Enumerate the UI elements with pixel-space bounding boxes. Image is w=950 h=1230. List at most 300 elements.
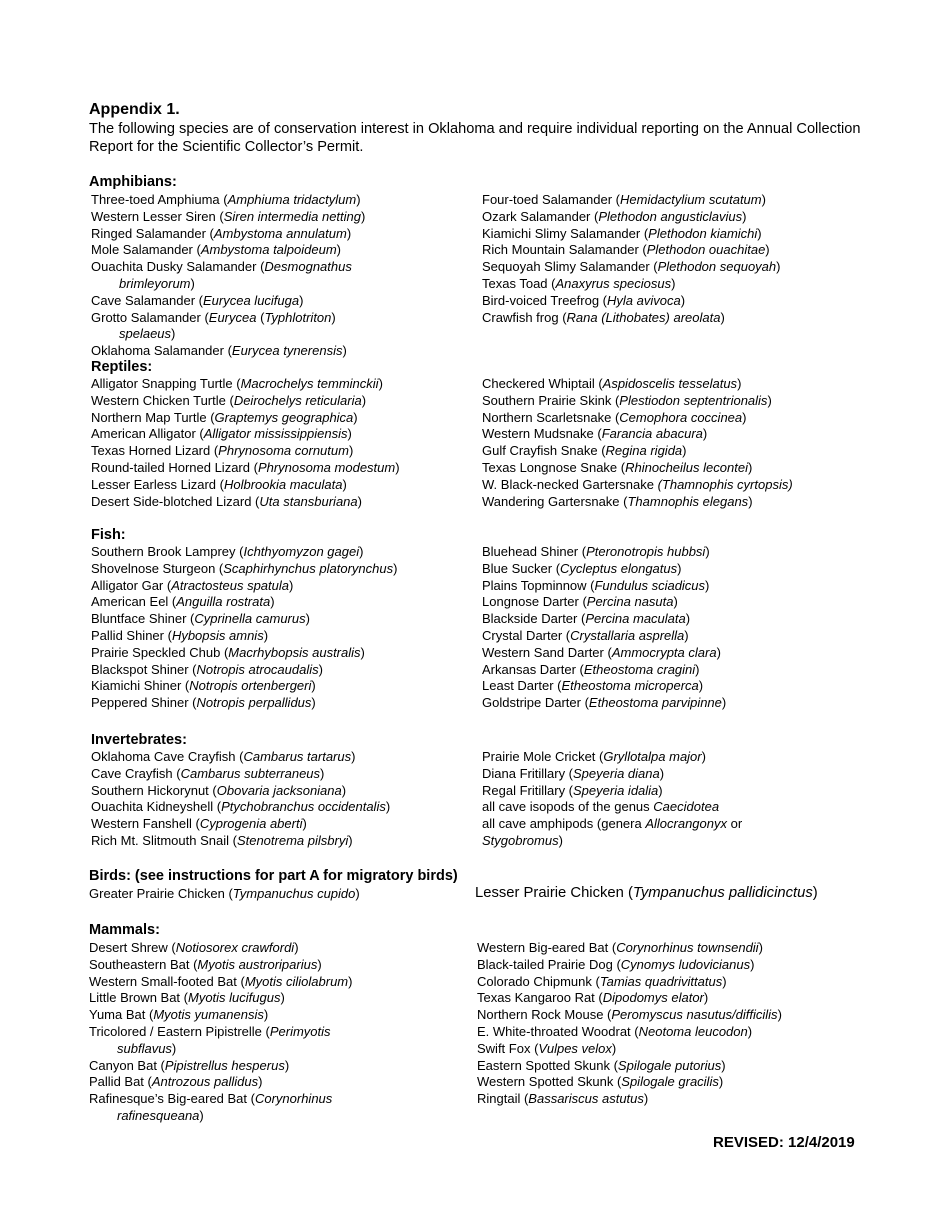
amphibians-right-list [482, 192, 842, 326]
appendix-title: Appendix 1. [89, 101, 180, 118]
common-name-text: ) [703, 990, 709, 1006]
common-name-text: ) [305, 611, 310, 627]
species-item [91, 816, 461, 833]
common-name-text: Colorado Chipmunk ( [477, 973, 600, 989]
common-name-text: ) [776, 259, 781, 275]
common-name-text: Black-tailed Prairie Dog ( [477, 956, 621, 972]
common-name-text: Texas Toad ( [482, 275, 556, 291]
scientific-name: Plethodon angusticlavius [598, 208, 743, 224]
common-name-text: E. White-throated Woodrat ( [477, 1023, 639, 1039]
common-name-text: Four-toed Salamander ( [482, 192, 621, 207]
species-item [477, 1091, 857, 1108]
common-name-text: ) [289, 577, 294, 593]
species-item [91, 833, 461, 850]
scientific-name: Hyla avivoca [607, 292, 681, 308]
scientific-name: Vulpes velox [538, 1040, 612, 1056]
species-item [91, 343, 391, 360]
common-name-text: ) [748, 493, 753, 509]
species-item [91, 678, 461, 695]
scientific-name: Regina rigida [605, 443, 683, 459]
species-item [482, 749, 852, 766]
common-name-text: ) [682, 443, 687, 459]
species-item [482, 695, 852, 712]
common-name-text: ) [359, 544, 364, 559]
scientific-name: (Thamnophis cyrtopsis) [657, 476, 793, 492]
common-name-text: Eastern Spotted Skunk ( [477, 1057, 618, 1073]
amphibians-left-list [91, 192, 391, 360]
species-item [482, 242, 842, 259]
common-name-text: ) [750, 956, 755, 972]
scientific-name: Plethodon sequoyah [657, 259, 777, 275]
scientific-name: Antrozous pallidus [151, 1074, 259, 1090]
species-item [482, 561, 852, 578]
common-name-text: Kiamichi Shiner ( [91, 678, 190, 694]
species-item [482, 376, 852, 393]
scientific-name: Notiosorex crawfordi [175, 940, 295, 955]
common-name-text: ) [342, 476, 347, 492]
scientific-name: Alligator mississippiensis [203, 426, 348, 442]
species-item [477, 1058, 857, 1075]
common-name-text: Plains Topminnow ( [482, 577, 595, 593]
common-name-text: ) [718, 1074, 724, 1090]
species-item [477, 1007, 857, 1024]
common-name-text: ) [355, 886, 360, 901]
species-item [482, 678, 852, 695]
fish-right-list [482, 544, 852, 712]
scientific-name: Eurycea [208, 309, 257, 325]
common-name-text: ( [256, 309, 265, 325]
common-name-text: Rich Mountain Salamander ( [482, 242, 647, 258]
common-name-text: Western Mudsnake ( [482, 426, 602, 442]
scientific-name: Spilogale gracilis [621, 1074, 719, 1090]
common-name-text: all cave amphipods (genera [482, 816, 646, 832]
common-name-text: ) [348, 832, 353, 848]
heading-invertebrates: Invertebrates: [91, 732, 187, 748]
scientific-name: Tympanuchus cupido [232, 886, 356, 901]
common-name-text: Longnose Darter ( [482, 594, 587, 610]
common-name-text: Bluntface Shiner ( [91, 611, 195, 627]
common-name-text: Western Lesser Siren ( [91, 208, 224, 224]
common-name-text: American Eel ( [91, 594, 177, 610]
common-name-text: ) [348, 443, 354, 459]
species-item [91, 209, 391, 226]
intro-paragraph: The following species are of conservation interest in Oklahoma and require individual reporting on the Annual Collection Report for the Scientific Collector’s Permit. [89, 121, 861, 155]
species-item [482, 662, 852, 679]
common-name-text: ) [747, 459, 753, 475]
common-name-text: Northern Scarletsnake ( [482, 409, 620, 425]
species-item [91, 310, 391, 344]
scientific-name: Eurycea tynerensis [231, 343, 343, 359]
scientific-name: Corynorhinus townsendii [616, 940, 759, 955]
common-name-text: ) [702, 426, 708, 442]
revised-date: REVISED: 12/4/2019 [713, 1134, 855, 1151]
scientific-name: Deirochelys reticularia [233, 392, 362, 408]
common-name-text: Texas Longnose Snake ( [482, 459, 626, 475]
species-item [482, 783, 852, 800]
scientific-name: Spilogale putorius [617, 1057, 722, 1073]
common-name-text: Oklahoma Cave Crayfish ( [91, 749, 244, 764]
scientific-name: Anguilla rostrata [176, 594, 271, 610]
common-name-text: ) [659, 765, 665, 781]
scientific-name: Plethodon kiamichi [648, 225, 758, 241]
scientific-name: Cynomys ludovicianus [620, 956, 751, 972]
common-name-text: ) [685, 611, 691, 627]
scientific-name: Gryllotalpa major [603, 749, 702, 764]
heading-mammals: Mammals: [89, 922, 160, 938]
species-item [89, 990, 354, 1007]
common-name-text: ) [765, 242, 770, 258]
scientific-name: Dipodomys elator [602, 990, 704, 1006]
common-name-text: ) [680, 292, 686, 308]
common-name-text: ) [199, 1107, 204, 1123]
species-item [91, 226, 391, 243]
species-item [91, 611, 461, 628]
common-name-text: Checkered Whiptail ( [482, 376, 603, 391]
scientific-name: Macrochelys temminckii [240, 376, 379, 391]
common-name-text: Yuma Bat ( [89, 1007, 154, 1023]
common-name-text: ) [722, 973, 727, 989]
species-item [91, 628, 461, 645]
species-item [477, 940, 857, 957]
species-item [91, 426, 461, 443]
common-name-text: Desert Shrew ( [89, 940, 176, 955]
species-item [482, 477, 852, 494]
common-name-text: Crystal Darter ( [482, 627, 571, 643]
common-name-text: Greater Prairie Chicken ( [89, 886, 233, 901]
common-name-text: Pallid Bat ( [89, 1074, 152, 1090]
common-name-text: Southeastern Bat ( [89, 956, 198, 972]
common-name-text: Crawfish frog ( [482, 309, 567, 325]
common-name-text: ) [747, 1023, 753, 1039]
common-name-text: ) [280, 990, 285, 1006]
common-name-text: ) [351, 749, 356, 764]
common-name-text: ) [270, 594, 275, 610]
scientific-name: Allocrangonyx [645, 816, 727, 832]
species-item [91, 662, 461, 679]
scientific-name: Stygobromus [482, 832, 559, 848]
common-name-text: ) [171, 326, 176, 342]
common-name-text: Blackside Darter ( [482, 611, 586, 627]
scientific-name: Hybopsis amnis [171, 627, 264, 643]
common-name-text: Cave Crayfish ( [91, 765, 181, 781]
common-name-text: ) [611, 1040, 617, 1056]
common-name-text: Swift Fox ( [477, 1040, 539, 1056]
scientific-name: Myotis ciliolabrum [244, 973, 349, 989]
common-name-text: ) [684, 627, 689, 643]
common-name-text: Texas Horned Lizard ( [91, 443, 219, 459]
common-name-text: ) [695, 661, 700, 677]
scientific-name: Holbrookia maculata [223, 476, 343, 492]
common-name-text: ) [317, 956, 322, 972]
species-item [482, 393, 852, 410]
common-name-text: ) [336, 242, 342, 258]
species-item [91, 749, 461, 766]
species-item [89, 957, 354, 974]
common-name-text: Ouachita Kidneyshell ( [91, 799, 222, 815]
common-name-text: ) [705, 577, 710, 593]
common-name-text: Three-toed Amphiuma ( [91, 192, 228, 207]
common-name-text: Oklahoma Salamander ( [91, 343, 232, 359]
species-item [91, 242, 391, 259]
scientific-name: Farancia abacura [601, 426, 703, 442]
common-name-text: Texas Kangaroo Rat ( [477, 990, 603, 1006]
species-item [91, 594, 461, 611]
scientific-name: Speyeria diana [573, 765, 660, 781]
common-name-text: ) [757, 225, 762, 241]
common-name-text: Western Big-eared Bat ( [477, 940, 617, 955]
species-item [91, 259, 391, 293]
common-name-text: ) [758, 940, 763, 955]
common-name-text: ) [701, 749, 706, 764]
scientific-name: Perimyotis subflavus [117, 1023, 331, 1056]
species-item [91, 376, 461, 393]
common-name-text: ) [705, 544, 710, 559]
species-item [91, 494, 461, 511]
scientific-name: Etheostoma microperca [561, 678, 699, 694]
common-name-text: Northern Map Turtle ( [91, 409, 215, 425]
common-name-text: ) [331, 309, 336, 325]
scientific-name: Eurycea lucifuga [203, 292, 300, 308]
scientific-name: Tympanuchus pallidicinctus [632, 885, 813, 901]
species-item [91, 410, 461, 427]
scientific-name: Notropis perpallidus [196, 695, 312, 711]
common-name-text: Southern Hickorynut ( [91, 782, 217, 798]
invertebrates-left-list [91, 749, 461, 850]
species-item [482, 628, 852, 645]
species-item [477, 990, 857, 1007]
common-name-text: Western Small-footed Bat ( [89, 973, 245, 989]
common-name-text: ) [671, 275, 676, 291]
common-name-text: ) [294, 940, 299, 955]
common-name-text: ) [721, 1057, 726, 1073]
species-item [89, 1024, 354, 1058]
common-name-text: Western Fanshell ( [91, 816, 200, 832]
reptiles-right-list [482, 376, 852, 510]
scientific-name: Thamnophis elegans [627, 493, 749, 509]
species-item [91, 393, 461, 410]
scientific-name: Cyprinella camurus [194, 611, 306, 627]
scientific-name: Desmognathus brimleyorum [119, 259, 352, 291]
common-name-text: American Alligator ( [91, 426, 204, 442]
common-name-text: ) [341, 782, 347, 798]
species-item [91, 645, 461, 662]
species-item [482, 426, 852, 443]
scientific-name: Myotis yumanensis [153, 1007, 264, 1023]
scientific-name: Cemophora coccinea [619, 409, 743, 425]
common-name-text: ) [284, 1057, 290, 1073]
scientific-name: Neotoma leucodon [638, 1023, 748, 1039]
scientific-name: Caecidotea [653, 799, 720, 815]
common-name-text: ) [258, 1074, 263, 1090]
common-name-text: Gulf Crayfish Snake ( [482, 443, 606, 459]
species-item [482, 833, 852, 850]
species-item [482, 410, 852, 427]
species-item [482, 594, 852, 611]
species-item [89, 1058, 354, 1075]
scientific-name: Speyeria idalia [573, 782, 659, 798]
common-name-text: ) [357, 493, 362, 509]
common-name-text: ) [658, 782, 663, 798]
species-item [91, 293, 391, 310]
common-name-text: ) [360, 644, 365, 660]
species-item [482, 799, 852, 816]
species-item [482, 293, 842, 310]
common-name-text: Little Brown Bat ( [89, 990, 188, 1006]
scientific-name: Etheostoma parvipinne [588, 695, 722, 711]
species-item [482, 259, 842, 276]
birds-left-list [89, 886, 459, 903]
common-name-text: ) [356, 192, 361, 207]
common-name-text: Southern Prairie Skink ( [482, 392, 620, 408]
common-name-text: Round-tailed Horned Lizard ( [91, 459, 258, 475]
common-name-text: Prairie Mole Cricket ( [482, 749, 604, 764]
scientific-name: Ptychobranchus occidentalis [221, 799, 386, 815]
species-item [482, 544, 852, 561]
species-item [91, 799, 461, 816]
common-name-text: ) [348, 973, 353, 989]
common-name-text: ) [737, 376, 742, 391]
species-item [482, 494, 852, 511]
scientific-name: Obovaria jacksoniana [216, 782, 342, 798]
common-name-text: Grotto Salamander ( [91, 309, 209, 325]
species-item [482, 226, 842, 243]
species-item [91, 544, 461, 561]
reptiles-left-list [91, 376, 461, 510]
scientific-name: Typhlotriton [264, 309, 332, 325]
scientific-name: Ichthyomyzon gagei [243, 544, 360, 559]
species-item [482, 209, 842, 226]
species-item [91, 460, 461, 477]
common-name-text: all cave isopods of the genus [482, 799, 654, 815]
scientific-name: Plestiodon septentrionalis [619, 392, 768, 408]
species-item [482, 192, 842, 209]
species-item [482, 443, 852, 460]
common-name-text: ) [361, 208, 366, 224]
common-name-text: Kiamichi Slimy Salamander ( [482, 225, 649, 241]
common-name-text: ) [320, 765, 325, 781]
common-name-text: ) [720, 309, 725, 325]
scientific-name: Notropis atrocaudalis [196, 661, 319, 677]
common-name-text: ) [393, 560, 398, 576]
common-name-text: Goldstripe Darter ( [482, 695, 589, 711]
scientific-name: Siren intermedia netting [223, 208, 362, 224]
common-name-text: ) [761, 192, 766, 207]
species-item [89, 886, 459, 903]
species-item [91, 766, 461, 783]
common-name-text: ) [361, 392, 367, 408]
common-name-text: Sequoyah Slimy Salamander ( [482, 259, 658, 275]
scientific-name: Pteronotropis hubbsi [586, 544, 706, 559]
common-name-text: ) [342, 343, 347, 359]
scientific-name: Ambystoma annulatum [213, 225, 347, 241]
common-name-text: Wandering Gartersnake ( [482, 493, 628, 509]
species-item [482, 310, 842, 327]
common-name-text: ) [385, 799, 391, 815]
heading-amphibians: Amphibians: [89, 174, 177, 190]
common-name-text: Alligator Snapping Turtle ( [91, 376, 241, 391]
species-item [482, 816, 852, 833]
common-name-text: ) [299, 292, 304, 308]
scientific-name: Amphiuma tridactylum [227, 192, 357, 207]
species-item [477, 1074, 857, 1091]
scientific-name: Plethodon ouachitae [646, 242, 766, 258]
species-item [89, 1074, 354, 1091]
scientific-name: Ambystoma talpoideum [200, 242, 337, 258]
scientific-name: Myotis austroriparius [197, 956, 318, 972]
common-name-text: Ringtail ( [477, 1091, 529, 1107]
scientific-name: Graptemys geographica [214, 409, 354, 425]
common-name-text: Regal Fritillary ( [482, 782, 574, 798]
species-item [482, 645, 852, 662]
scientific-name: Percina maculata [585, 611, 686, 627]
common-name-text: ) [742, 208, 747, 224]
scientific-name: Peromyscus nasutus/difficilis [611, 1007, 778, 1023]
common-name-text: ) [171, 1040, 177, 1056]
common-name-text: Prairie Speckled Chub ( [91, 644, 229, 660]
common-name-text: ) [698, 678, 704, 694]
common-name-text: ) [346, 225, 352, 241]
common-name-text: ) [812, 885, 818, 901]
scientific-name: spelaeus [119, 326, 172, 342]
scientific-name: Fundulus sciadicus [594, 577, 706, 593]
scientific-name: Phrynosoma modestum [257, 459, 396, 475]
scientific-name: Scaphirhynchus platorynchus [223, 560, 394, 576]
common-name-text: Ringed Salamander ( [91, 225, 214, 241]
common-name-text: Alligator Gar ( [91, 577, 172, 593]
species-item [91, 192, 391, 209]
common-name-text: or [726, 816, 743, 832]
common-name-text: ) [767, 392, 772, 408]
common-name-text: ) [395, 459, 400, 475]
common-name-text: Bluehead Shiner ( [482, 544, 587, 559]
species-item [475, 885, 875, 902]
common-name-text: ) [311, 695, 316, 711]
scientific-name: Cambarus tartarus [243, 749, 352, 764]
scientific-name: Aspidoscelis tesselatus [602, 376, 738, 391]
common-name-text: Southern Brook Lamprey ( [91, 544, 244, 559]
common-name-text: Shovelnose Sturgeon ( [91, 560, 224, 576]
common-name-text: ) [716, 644, 721, 660]
scientific-name: Notropis ortenbergeri [189, 678, 312, 694]
common-name-text: Mole Salamander ( [91, 242, 201, 258]
species-item [89, 1007, 354, 1024]
common-name-text: ) [378, 376, 383, 391]
scientific-name: Percina nasuta [586, 594, 674, 610]
species-item [89, 974, 354, 991]
common-name-text: Cave Salamander ( [91, 292, 203, 308]
scientific-name: Etheostoma cragini [583, 661, 696, 677]
scientific-name: Macrhybopsis australis [228, 644, 361, 660]
common-name-text: Pallid Shiner ( [91, 627, 172, 643]
scientific-name: Pipistrellus hesperus [164, 1057, 285, 1073]
common-name-text: Tricolored / Eastern Pipistrelle ( [89, 1023, 270, 1039]
scientific-name: Cyprogenia aberti [199, 816, 303, 832]
common-name-text: Western Sand Darter ( [482, 644, 612, 660]
species-item [91, 783, 461, 800]
scientific-name: Anaxyrus speciosus [555, 275, 672, 291]
common-name-text: ) [777, 1007, 782, 1023]
mammals-left-list [89, 940, 354, 1125]
common-name-text: W. Black-necked Gartersnake [482, 476, 658, 492]
species-item [91, 477, 461, 494]
scientific-name: Cambarus subterraneus [180, 765, 321, 781]
common-name-text: Arkansas Darter ( [482, 661, 584, 677]
heading-birds: Birds: (see instructions for part A for migratory birds) [89, 868, 458, 884]
scientific-name: Hemidactylium scutatum [620, 192, 762, 207]
common-name-text: Peppered Shiner ( [91, 695, 197, 711]
common-name-text: ) [190, 275, 195, 291]
species-item [89, 1091, 354, 1125]
